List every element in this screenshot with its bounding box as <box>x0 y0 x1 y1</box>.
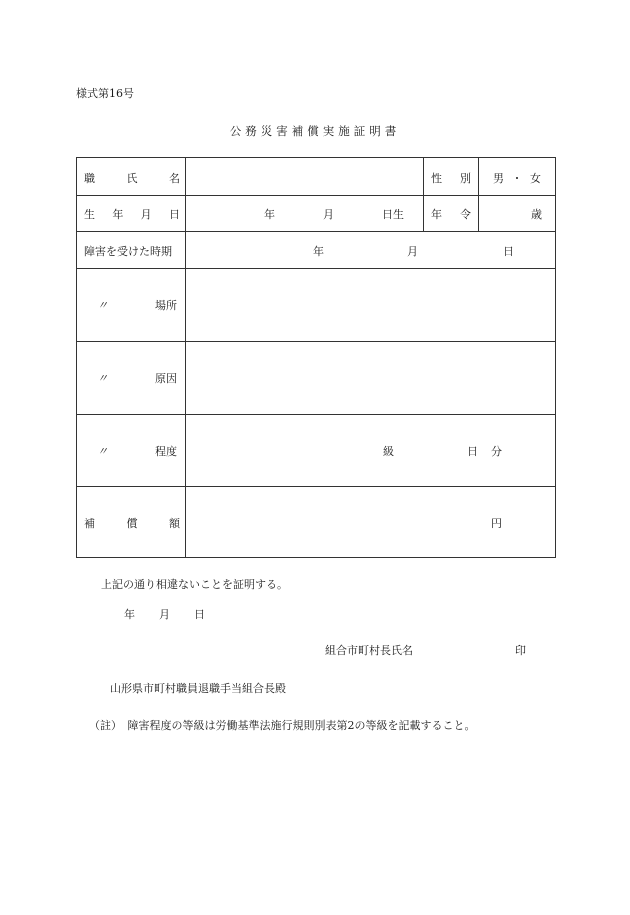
row-divider <box>77 341 555 342</box>
row-divider <box>77 414 555 415</box>
ditto-mark: 〃 <box>97 299 108 312</box>
document-title: 公務災害補償実施証明書 <box>229 124 401 138</box>
name-label: 職 氏 名 <box>84 172 180 185</box>
injury-year-unit: 年 <box>313 245 324 258</box>
place-label: 場所 <box>155 299 177 312</box>
column-divider <box>478 158 479 231</box>
birthdate-label: 生 年 月 日 <box>84 208 180 221</box>
injury-date-label: 障害を受けた時期 <box>84 245 172 258</box>
injury-day-unit: 日 <box>503 245 514 258</box>
row-divider <box>77 195 555 196</box>
row-divider <box>77 486 555 487</box>
place-field[interactable] <box>187 271 553 339</box>
cause-field[interactable] <box>187 344 553 412</box>
seal-mark: 印 <box>515 644 526 657</box>
mayor-name-label: 組合市町村長氏名 <box>325 644 413 657</box>
fraction-unit: 分 <box>491 445 502 458</box>
date-month-unit: 月 <box>159 608 170 621</box>
compensation-label: 補 償 額 <box>84 517 180 530</box>
form-number: 様式第16号 <box>76 87 134 100</box>
age-label: 年 令 <box>431 208 471 221</box>
birth-month-unit: 月 <box>323 208 334 221</box>
birth-day-unit: 日生 <box>382 208 404 221</box>
age-unit: 歳 <box>531 208 542 221</box>
row-divider <box>77 231 555 232</box>
certification-statement: 上記の通り相違ないことを証明する。 <box>101 578 288 591</box>
date-day-unit: 日 <box>194 608 205 621</box>
ditto-mark: 〃 <box>97 372 108 385</box>
certification-date <box>124 606 205 622</box>
sex-label: 性 別 <box>431 172 471 185</box>
day-unit: 日 <box>467 445 478 458</box>
addressee: 山形県市町村職員退職手当組合長殿 <box>110 682 286 695</box>
row-divider <box>77 268 555 269</box>
date-year-unit: 年 <box>124 608 135 621</box>
currency-unit: 円 <box>491 517 502 530</box>
injury-month-unit: 月 <box>407 245 418 258</box>
grade-unit: 級 <box>383 445 394 458</box>
column-divider <box>423 158 424 231</box>
sex-options[interactable]: 男 ・ 女 <box>493 172 541 185</box>
certificate-table <box>76 157 556 558</box>
cause-label: 原因 <box>155 372 177 385</box>
name-field[interactable] <box>187 160 421 193</box>
degree-label: 程度 <box>155 445 177 458</box>
birth-year-unit: 年 <box>264 208 275 221</box>
label-column-divider <box>185 158 186 557</box>
footnote: （註） 障害程度の等級は労働基準法施行規則別表第2の等級を記載すること。 <box>89 719 476 732</box>
ditto-mark: 〃 <box>97 445 108 458</box>
